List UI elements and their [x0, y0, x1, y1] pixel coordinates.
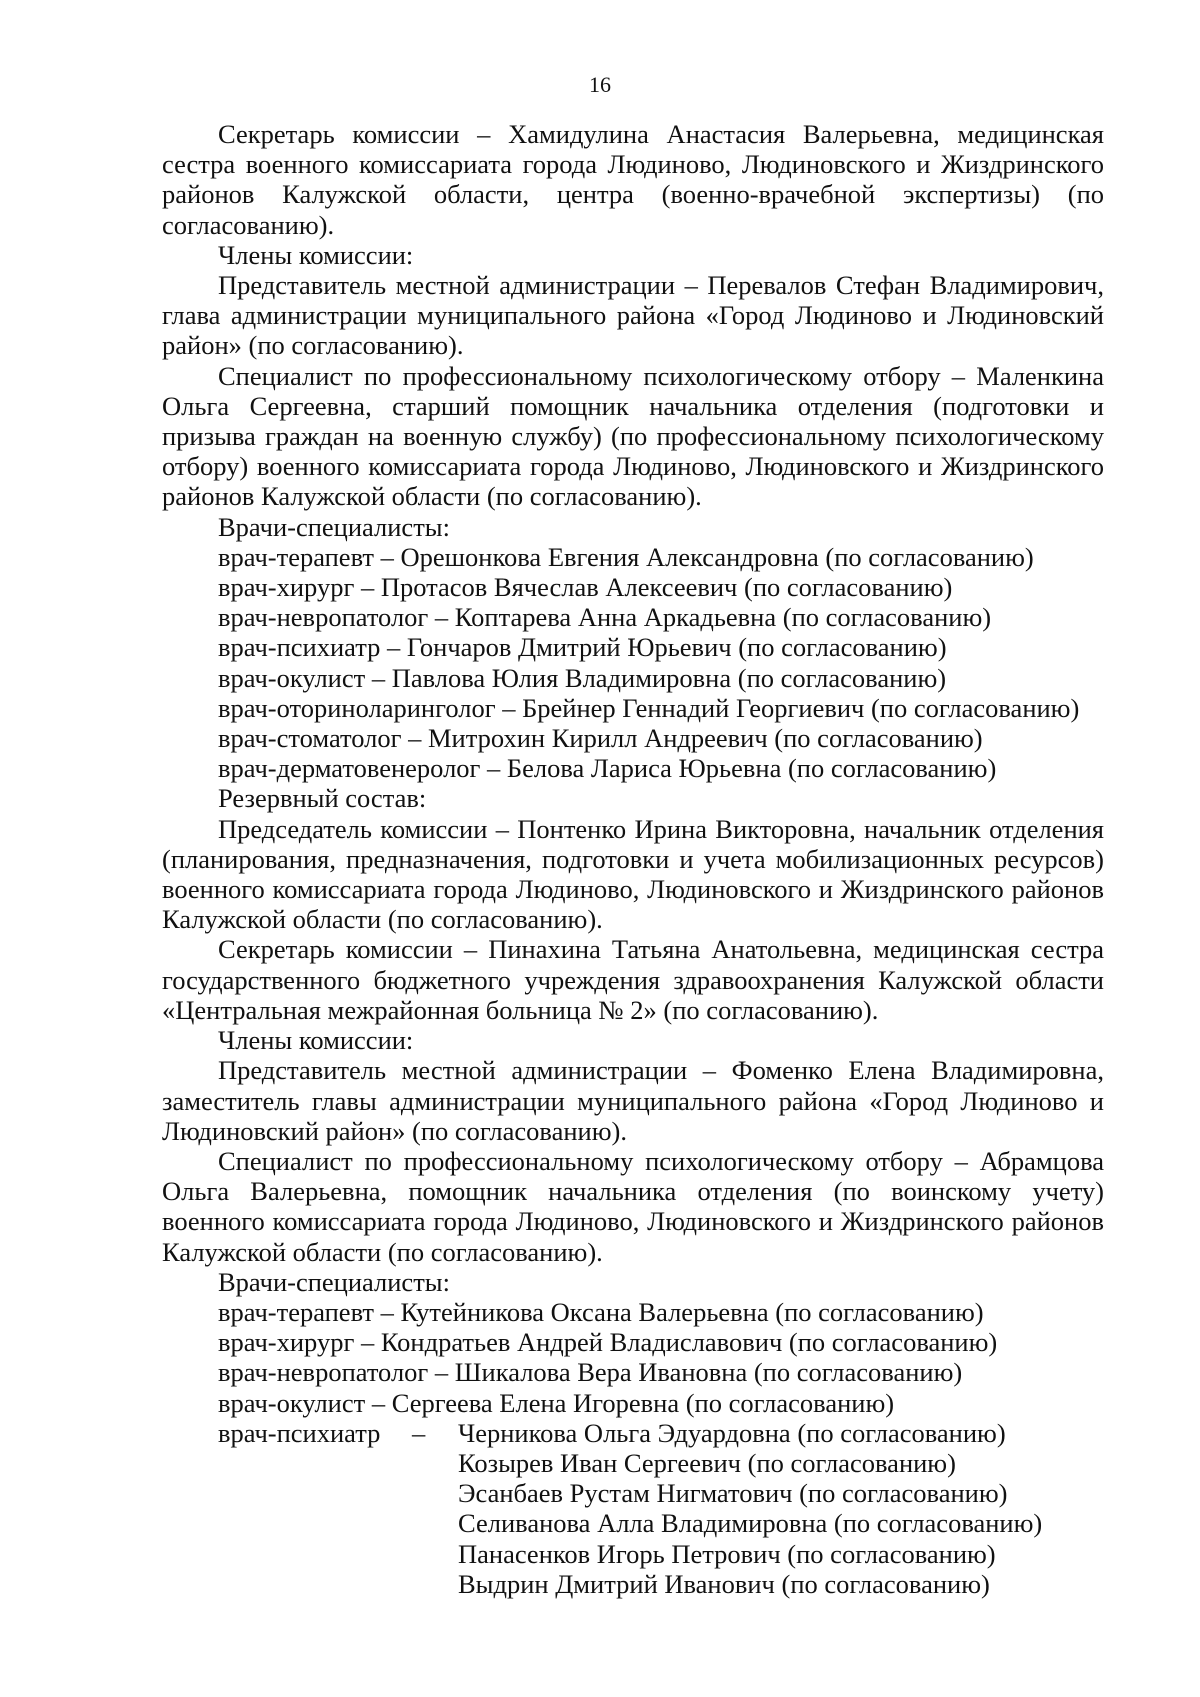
heading-reserve-members: Члены комиссии:: [218, 1025, 414, 1056]
heading-doctors: Врачи-специалисты:: [218, 511, 450, 542]
psychiatrist-dash: –: [412, 1417, 426, 1448]
document-body: [162, 119, 1104, 1599]
doctor-entry: врач-окулист – Павлова Юлия Владимировна (по согласованию): [218, 662, 947, 693]
paragraph-secretary: Секретарь комиссии – Хамидулина Анастасия Валерьевна, медицинская сестра военного комиссариата города Людиново, Людиновского и Жиздринского районов Калужской области, центра (военно-врачебной экспертизы) (по согласованию).: [162, 119, 1104, 240]
reserve-doctor-entry: врач-хирург – Кондратьев Андрей Владиславович (по согласованию): [218, 1327, 998, 1358]
heading-members: Члены комиссии:: [218, 239, 414, 270]
doctor-entry: врач-оториноларинголог – Брейнер Геннадий Георгиевич (по согласованию): [218, 692, 1080, 723]
psychiatrist-list: [458, 1418, 1042, 1599]
psychiatrist-name: Черникова Ольга Эдуардовна (по согласованию): [458, 1417, 1006, 1448]
psychiatrist-name: Панасенков Игорь Петрович (по согласованию): [458, 1538, 996, 1569]
psychiatrist-name: Эсанбаев Рустам Нигматович (по согласованию): [458, 1478, 1008, 1509]
paragraph-psych-specialist: Специалист по профессиональному психологическому отбору – Маленкина Ольга Сергеевна, старший помощник начальника отделения (подготовки и призыва граждан на военную службу) (по профессиональному психологическому отбору) военного комиссариата города Людиново, Людиновского и Жиздринского районов Калужской области (по согласованию).: [162, 360, 1104, 512]
reserve-doctor-entry: врач-окулист – Сергеева Елена Игоревна (по согласованию): [218, 1387, 895, 1418]
doctor-entry: врач-терапевт – Орешонкова Евгения Александровна (по согласованию): [218, 541, 1034, 572]
psychiatrists-block: [162, 1418, 1104, 1599]
paragraph-reserve-admin-representative: Представитель местной администрации – Фоменко Елена Владимировна, заместитель главы администрации муниципального района «Город Людиново и Людиновский район» (по согласованию).: [162, 1055, 1104, 1146]
paragraph-reserve-psych-specialist: Специалист по профессиональному психологическому отбору – Абрамцова Ольга Валерьевна, помощник начальника отделения (по воинскому учету) военного комиссариата города Людиново, Людиновского и Жиздринского районов Калужской области (по согласованию).: [162, 1145, 1104, 1267]
reserve-doctor-entry: врач-невропатолог – Шикалова Вера Ивановна (по согласованию): [218, 1357, 963, 1388]
heading-reserve-doctors: Врачи-специалисты:: [218, 1266, 450, 1297]
psychiatrist-name: Селиванова Алла Владимировна (по согласованию): [458, 1508, 1043, 1539]
doctor-entry: врач-хирург – Протасов Вячеслав Алексеевич (по согласованию): [218, 572, 953, 603]
doctor-entry: врач-дерматовенеролог – Белова Лариса Юрьевна (по согласованию): [218, 753, 997, 784]
heading-reserve: Резервный состав:: [218, 783, 427, 814]
psychiatrist-name: Выдрин Дмитрий Иванович (по согласованию): [458, 1568, 990, 1599]
doctor-entry: врач-психиатр – Гончаров Дмитрий Юрьевич (по согласованию): [218, 632, 947, 663]
reserve-doctor-entry: врач-терапевт – Кутейникова Оксана Валерьевна (по согласованию): [218, 1296, 984, 1327]
doctor-entry: врач-стоматолог – Митрохин Кирилл Андреевич (по согласованию): [218, 723, 983, 754]
page-number: 16: [589, 72, 611, 97]
paragraph-reserve-chair: Председатель комиссии – Понтенко Ирина Викторовна, начальник отделения (планирования, предназначения, подготовки и учета мобилизационных ресурсов) военного комиссариата города Людиново, Людиновского и Жиздринского районов Калужской области (по согласованию).: [162, 813, 1104, 935]
paragraph-admin-representative: Представитель местной администрации – Перевалов Стефан Владимирович, глава администрации муниципального района «Город Людиново и Людиновский район» (по согласованию).: [162, 270, 1104, 361]
doctor-entry: врач-невропатолог – Коптарева Анна Аркадьевна (по согласованию): [218, 602, 992, 633]
psychiatrist-name: Козырев Иван Сергеевич (по согласованию): [458, 1447, 956, 1478]
psychiatrist-role-label: врач-психиатр: [218, 1417, 381, 1448]
paragraph-reserve-secretary: Секретарь комиссии – Пинахина Татьяна Анатольевна, медицинская сестра государственного бюджетного учреждения здравоохранения Калужской области «Центральная межрайонная больница № 2» (по согласованию).: [162, 934, 1104, 1025]
